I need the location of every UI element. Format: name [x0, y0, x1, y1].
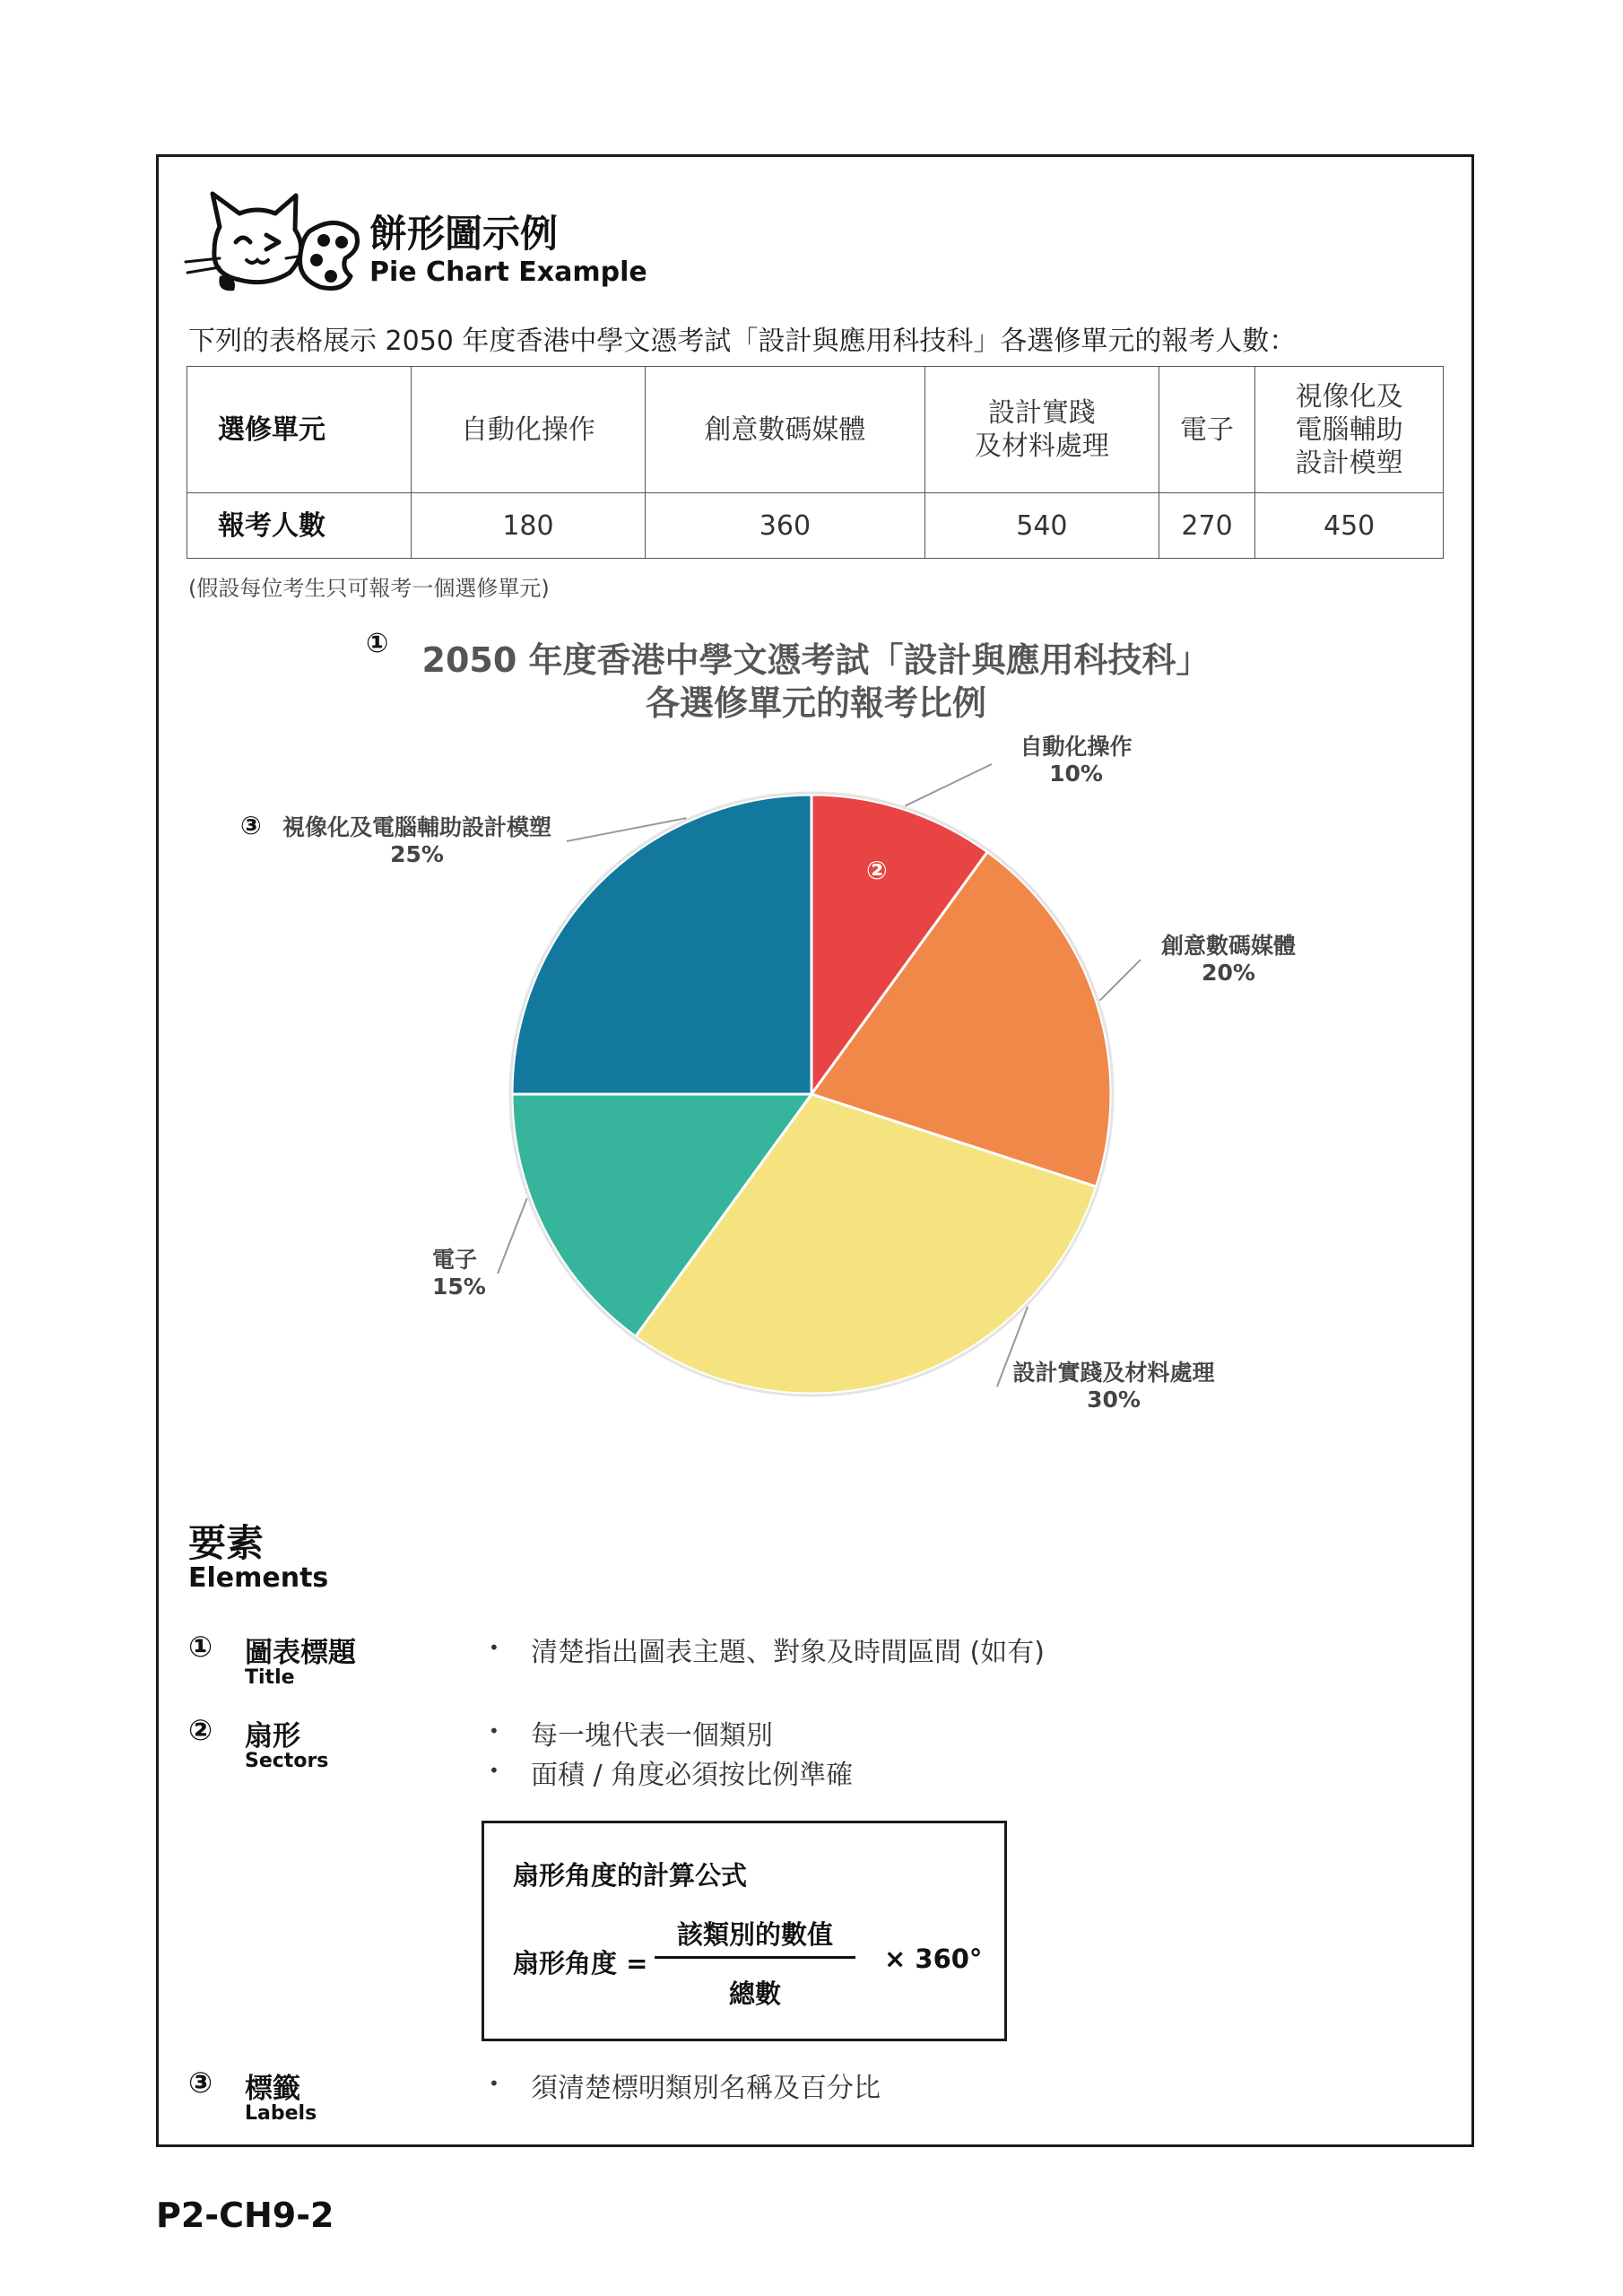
- header-subtitle: Pie Chart Example: [369, 257, 647, 288]
- header-title: 餅形圖示例: [369, 212, 559, 256]
- table-cell: 創意數碼媒體: [645, 367, 924, 493]
- bullet-dot: •: [489, 2073, 499, 2094]
- formula-box: [482, 1821, 1007, 2041]
- elements-title: 要素: [188, 1521, 265, 1565]
- pie-label-name: 視像化及電腦輔助設計模塑: [282, 814, 551, 840]
- pie-label-name: 設計實踐及材料處理: [1012, 1360, 1215, 1386]
- table-cell: 450: [1255, 493, 1444, 559]
- table-cell: 視像化及 電腦輔助 設計模塑: [1255, 367, 1444, 493]
- pie-label-cad: [269, 814, 565, 868]
- formula-title: 扇形角度的計算公式: [513, 1860, 748, 1891]
- chart-title-marker: ①: [366, 628, 389, 659]
- element-bullet: 清楚指出圖表主題、對象及時間區間 (如有): [531, 1637, 1045, 1668]
- pie-label-percent: 15%: [432, 1274, 486, 1300]
- bullet-dot: •: [489, 1760, 499, 1781]
- label-marker: ③: [240, 811, 262, 840]
- element-title: 扇形: [245, 1720, 300, 1752]
- table-row-header: 報考人數: [187, 493, 412, 559]
- pie-label-percent: 30%: [1087, 1387, 1141, 1413]
- element-bullet: 須清楚標明類別名稱及百分比: [531, 2073, 881, 2104]
- elements-subtitle: Elements: [188, 1562, 329, 1594]
- bullet-dot: •: [489, 1720, 499, 1742]
- pie-leader-line: [498, 1198, 527, 1274]
- element-number: ②: [188, 1713, 213, 1747]
- element-title: 圖表標題: [245, 1637, 356, 1669]
- pie-label-design-practice: [997, 1360, 1230, 1413]
- table-row-header: 選修單元: [187, 367, 412, 493]
- element-number: ①: [188, 1630, 213, 1664]
- formula-lhs: 扇形角度 =: [513, 1948, 648, 1979]
- pie-label-percent: 10%: [1049, 761, 1103, 787]
- formula-fraction-bar: [655, 1956, 855, 1959]
- formula-rhs: × 360°: [884, 1944, 983, 1974]
- pie-label-name: 電子: [432, 1247, 478, 1273]
- bullet-dot: •: [489, 1637, 499, 1658]
- pie-label-electronics: [432, 1247, 500, 1300]
- element-bullet: 每一塊代表一個類別: [531, 1720, 773, 1752]
- element-number: ③: [188, 2066, 213, 2100]
- table-cell: 540: [924, 493, 1159, 559]
- formula-numerator: 該類別的數值: [676, 1919, 833, 1950]
- table-cell: 自動化操作: [412, 367, 646, 493]
- table-note: (假設每位考生只可報考一個選修單元): [188, 576, 550, 601]
- table-cell: 電子: [1159, 367, 1254, 493]
- pie-leader-line: [905, 764, 992, 806]
- table-cell: 180: [412, 493, 646, 559]
- formula-denominator: 總數: [728, 1979, 781, 2009]
- sector-marker: ②: [866, 856, 888, 885]
- chart-title: 2050 年度香港中學文憑考試「設計與應用科技科」 各選修單元的報考比例: [421, 640, 1211, 723]
- element-bullet: 面積 / 角度必須按比例準確: [531, 1760, 854, 1791]
- element-subtitle: Sectors: [245, 1750, 329, 1772]
- table-cell: 360: [645, 493, 924, 559]
- pie-label-percent: 20%: [1202, 960, 1255, 986]
- element-title: 標籤: [245, 2073, 300, 2105]
- element-subtitle: Labels: [245, 2102, 317, 2125]
- pie-label-automation: [995, 734, 1157, 787]
- pie-leader-line: [1099, 960, 1141, 1001]
- table-cell: 設計實踐 及材料處理: [924, 367, 1159, 493]
- element-subtitle: Title: [245, 1666, 295, 1689]
- pie-label-name: 創意數碼媒體: [1160, 933, 1296, 959]
- pie-label-digital-media: [1148, 933, 1309, 987]
- pie-label-name: 自動化操作: [1020, 734, 1133, 760]
- intro-text: 下列的表格展示 2050 年度香港中學文憑考試「設計與應用科技科」各選修單元的報考人數：: [188, 326, 1297, 357]
- page-footer: P2-CH9-2: [156, 2196, 334, 2235]
- pie-label-percent: 25%: [390, 841, 444, 867]
- table-cell: 270: [1159, 493, 1254, 559]
